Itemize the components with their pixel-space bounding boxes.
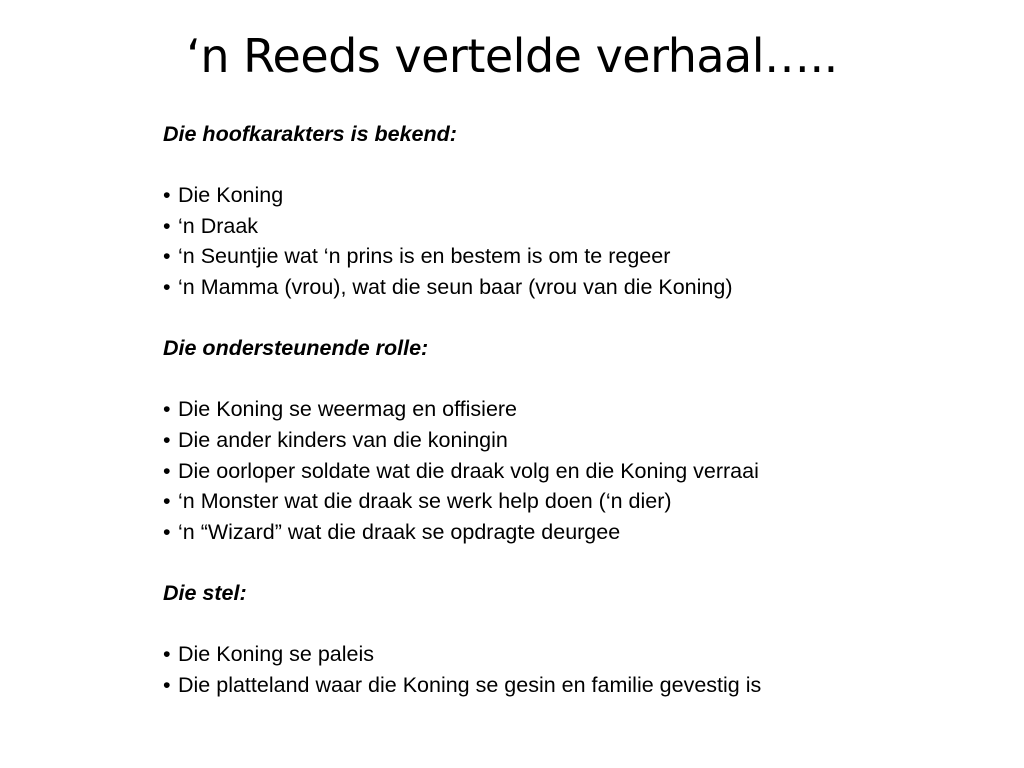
list-item-text: Die platteland waar die Koning se gesin en familie gevestig is bbox=[178, 672, 762, 697]
spacer bbox=[163, 547, 923, 578]
list-item-text: ‘n Draak bbox=[178, 213, 259, 238]
bullet-icon: • bbox=[163, 244, 171, 269]
section-setting bbox=[163, 578, 923, 700]
spacer bbox=[163, 364, 923, 395]
list-item-text: Die Koning se paleis bbox=[178, 642, 375, 667]
list-item-text: ‘n Seuntjie wat ‘n prins is en bestem is om te regeer bbox=[178, 244, 671, 269]
bullet-list bbox=[163, 394, 923, 547]
bullet-icon: • bbox=[163, 183, 171, 208]
list-item-text: Die Koning bbox=[178, 183, 284, 208]
spacer bbox=[163, 303, 923, 334]
bullet-icon: • bbox=[163, 642, 171, 667]
spacer bbox=[163, 609, 923, 640]
slide-content bbox=[163, 119, 923, 700]
bullet-icon: • bbox=[163, 519, 171, 544]
bullet-list bbox=[163, 639, 923, 700]
list-item bbox=[163, 211, 923, 242]
list-item bbox=[163, 180, 923, 211]
list-item-text: Die ander kinders van die koningin bbox=[178, 427, 508, 452]
list-item-text: ‘n Mamma (vrou), wat die seun baar (vrou van die Koning) bbox=[178, 274, 733, 299]
section-main-characters bbox=[163, 119, 923, 303]
section-heading: Die hoofkarakters is bekend: bbox=[163, 122, 457, 146]
list-item bbox=[163, 639, 923, 670]
list-item-text: ‘n Monster wat die draak se werk help doen (‘n dier) bbox=[178, 489, 672, 514]
list-item bbox=[163, 486, 923, 517]
section-heading: Die stel: bbox=[163, 580, 247, 605]
spacer bbox=[163, 150, 923, 181]
section-supporting-roles bbox=[163, 333, 923, 547]
list-item bbox=[163, 456, 923, 487]
bullet-icon: • bbox=[163, 397, 171, 422]
list-item bbox=[163, 517, 923, 548]
section-heading: Die ondersteunende rolle: bbox=[163, 336, 429, 361]
slide-title: ‘n Reeds vertelde verhaal….. bbox=[186, 29, 838, 83]
list-item-text: ‘n “Wizard” wat die draak se opdragte deurgee bbox=[178, 519, 621, 544]
list-item bbox=[163, 394, 923, 425]
list-item bbox=[163, 272, 923, 303]
list-item-text: Die Koning se weermag en offisiere bbox=[178, 397, 518, 422]
bullet-icon: • bbox=[163, 213, 171, 238]
bullet-icon: • bbox=[163, 458, 171, 483]
list-item bbox=[163, 425, 923, 456]
bullet-icon: • bbox=[163, 274, 171, 299]
list-item-text: Die oorloper soldate wat die draak volg en die Koning verraai bbox=[178, 458, 759, 483]
bullet-list bbox=[163, 180, 923, 302]
bullet-icon: • bbox=[163, 489, 171, 514]
bullet-icon: • bbox=[163, 672, 171, 697]
bullet-icon: • bbox=[163, 427, 171, 452]
list-item bbox=[163, 241, 923, 272]
list-item bbox=[163, 670, 923, 701]
